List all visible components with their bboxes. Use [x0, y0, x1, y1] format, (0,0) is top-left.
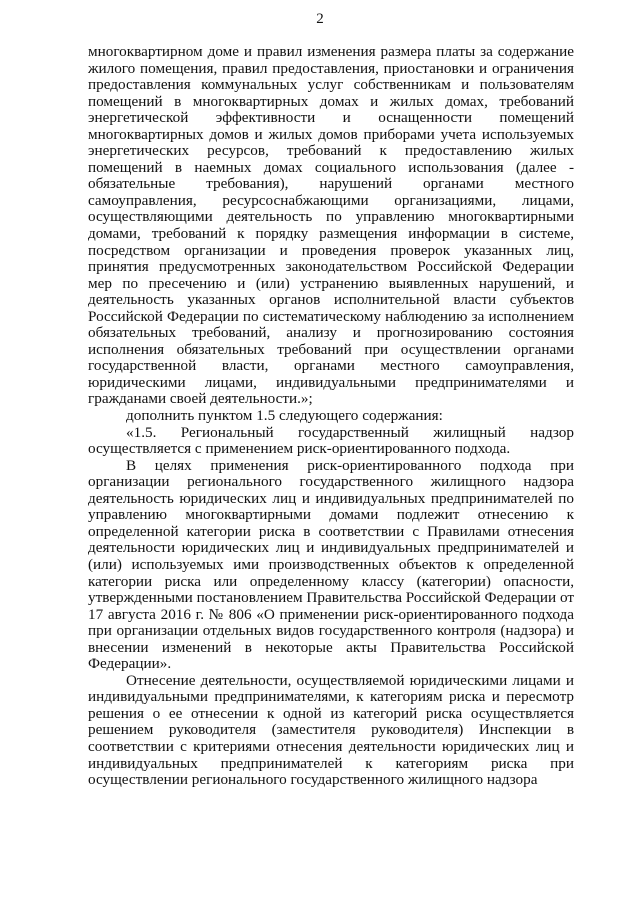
- paragraph-3: «1.5. Региональный государственный жилищный надзор осуществляется с применением риск-ориентированного подхода.: [88, 423, 574, 458]
- paragraph-2: дополнить пунктом 1.5 следующего содержания:: [126, 407, 443, 425]
- paragraph-5: Отнесение деятельности, осуществляемой юридическими лицами и индивидуальными предпринимателями, к категориям риска и пересмотр решения о ее отнесении к одной из категорий риска осуществляется решением руководителя (заместителя руководителя) Инспекции в соответствии с критериями отнесения деятельности юридических лиц и индивидуальных предпринимателей к категориям риска при осуществлении регионального государственного жилищного надзора: [88, 671, 574, 789]
- paragraph-1: многоквартирном доме и правил изменения размера платы за содержание жилого помещения, правил предоставления, приостановки и ограничения предоставления коммунальных услуг собственникам и пользователям помещений в многоквартирных домах и жилых домах, требований энергетической эффективности и оснащенности помещений многоквартирных домов и жилых домов приборами учета используемых энергетических ресурсов, требований к предоставлению жилых помещений в наемных домах социального использования (далее - обязательные требования), нарушений органами местного самоуправления, ресурсоснабжающими организациями, лицами, осуществляющими деятельность по управлению многоквартирными домами, требований к порядку размещения информации в системе, посредством организации и проведения проверок указанных лиц, принятия предусмотренных законодательством Российской Федерации мер по пресечению и (или) устранению выявленных нарушений, и деятельность указанных органов исполнительной власти субъектов Российской Федерации по систематическому наблюдению за исполнением обязательных требований, анализу и прогнозированию состояния исполнения обязательных требований при осуществлении органами государственной власти, органами местного самоуправления, юридическими лицами, индивидуальными предпринимателями и гражданами своей деятельности.»;: [88, 43, 574, 408]
- body-text: [88, 44, 574, 789]
- page-number: 2: [316, 11, 324, 27]
- paragraph-4: В целях применения риск-ориентированного подхода при организации регионального государственного жилищного надзора деятельность юридических лиц и индивидуальных предпринимателей по управлению многоквартирными домами подлежит отнесению к определенной категории риска в соответствии с Правилами отнесения деятельности юридических лиц и индивидуальных предпринимателей и (или) используемых ими производственных объектов к определенной категории риска или определенному классу (категории) опасности, утвержденными постановлением Правительства Российской Федерации от 17 августа 2016 г. № 806 «О применении риск-ориентированного подхода при организации отдельных видов государственного контроля (надзора) и внесении изменений в некоторые акты Правительства Российской Федерации».: [88, 456, 574, 673]
